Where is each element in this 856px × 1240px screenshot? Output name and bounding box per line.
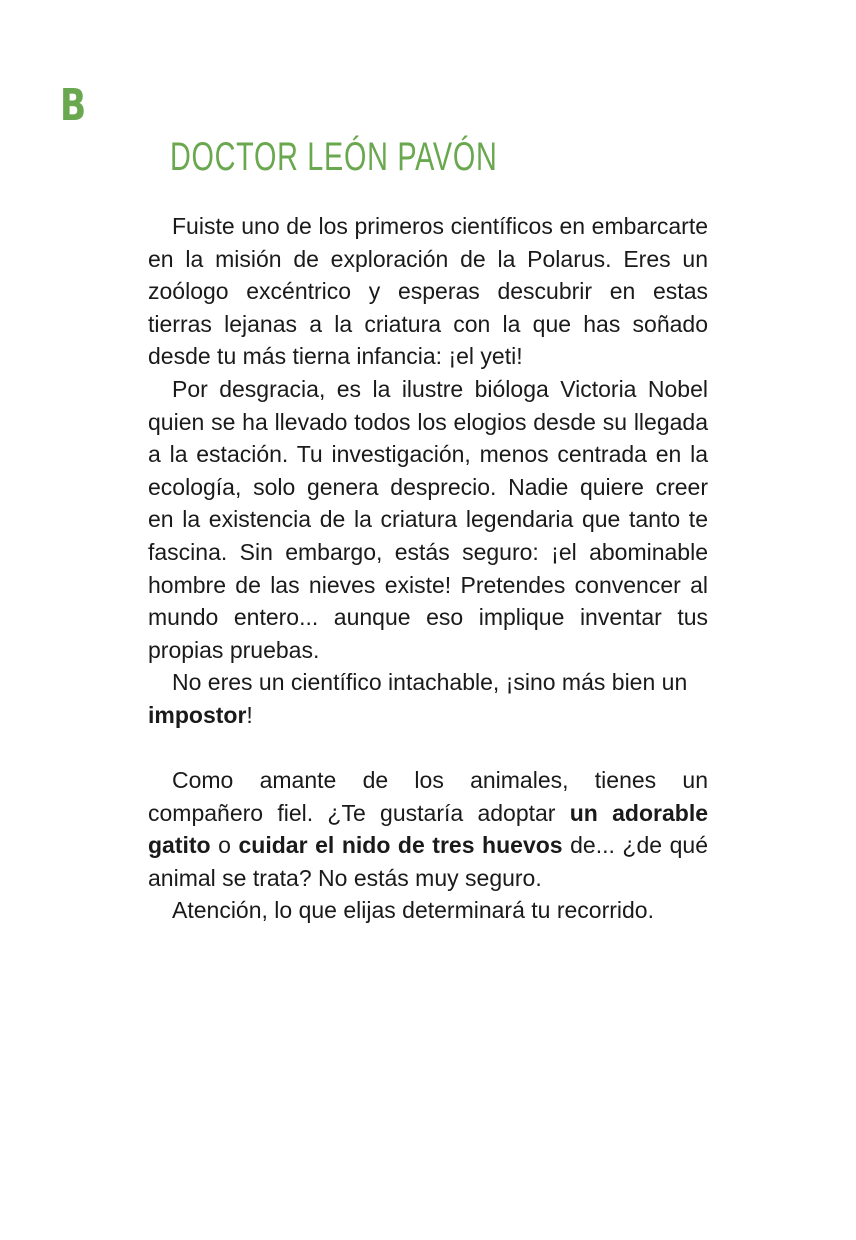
page-title: DOCTOR LEÓN PAVÓN	[170, 135, 498, 179]
paragraph-intro: Fuiste uno de los primeros científicos en embarcarte en la misión de exploración de la Polarus. Eres un zoólogo excéntrico y esperas descubrir en estas tierras lejanas a la criatura con la que has soñado desde tu más tierna infancia: ¡el yeti!	[148, 213, 708, 370]
companion-text-1: Como amante de los animales, tienes un compañero fiel. ¿Te gustaría adoptar	[148, 767, 708, 826]
paragraph-impostor	[148, 666, 708, 731]
section-letter: B	[60, 80, 87, 131]
choice-kitten: un adorable gatito	[148, 799, 708, 859]
impostor-keyword: impostor	[148, 701, 247, 728]
impostor-text-after: !	[246, 701, 253, 728]
companion-text-3: de... ¿de qué animal se trata? No estás muy seguro.	[148, 832, 708, 891]
companion-text-2: o	[210, 832, 239, 859]
impostor-text-before: No eres un científico intachable, ¡sino más bien un	[172, 669, 688, 696]
choice-nest: cuidar el nido de tres huevos	[238, 832, 563, 859]
paragraph-companion	[148, 764, 708, 894]
paragraph-warning: Atención, lo que elijas determinará tu recorrido.	[172, 897, 654, 924]
paragraph-rivalry: Por desgracia, es la ilustre bióloga Victoria Nobel quien se ha llevado todos los elogios desde su llegada a la estación. Tu investigación, menos centrada en la ecología, solo genera desprecio. Nadie quiere creer en la existencia de la criatura legendaria que tanto te fascina. Sin embargo, estás seguro: ¡el abominable hombre de las nieves existe! Pretendes convencer al mundo entero... aunque eso implique inventar tus propias pruebas.	[148, 375, 708, 663]
body-text	[148, 210, 708, 927]
paragraph-spacer	[148, 732, 708, 765]
